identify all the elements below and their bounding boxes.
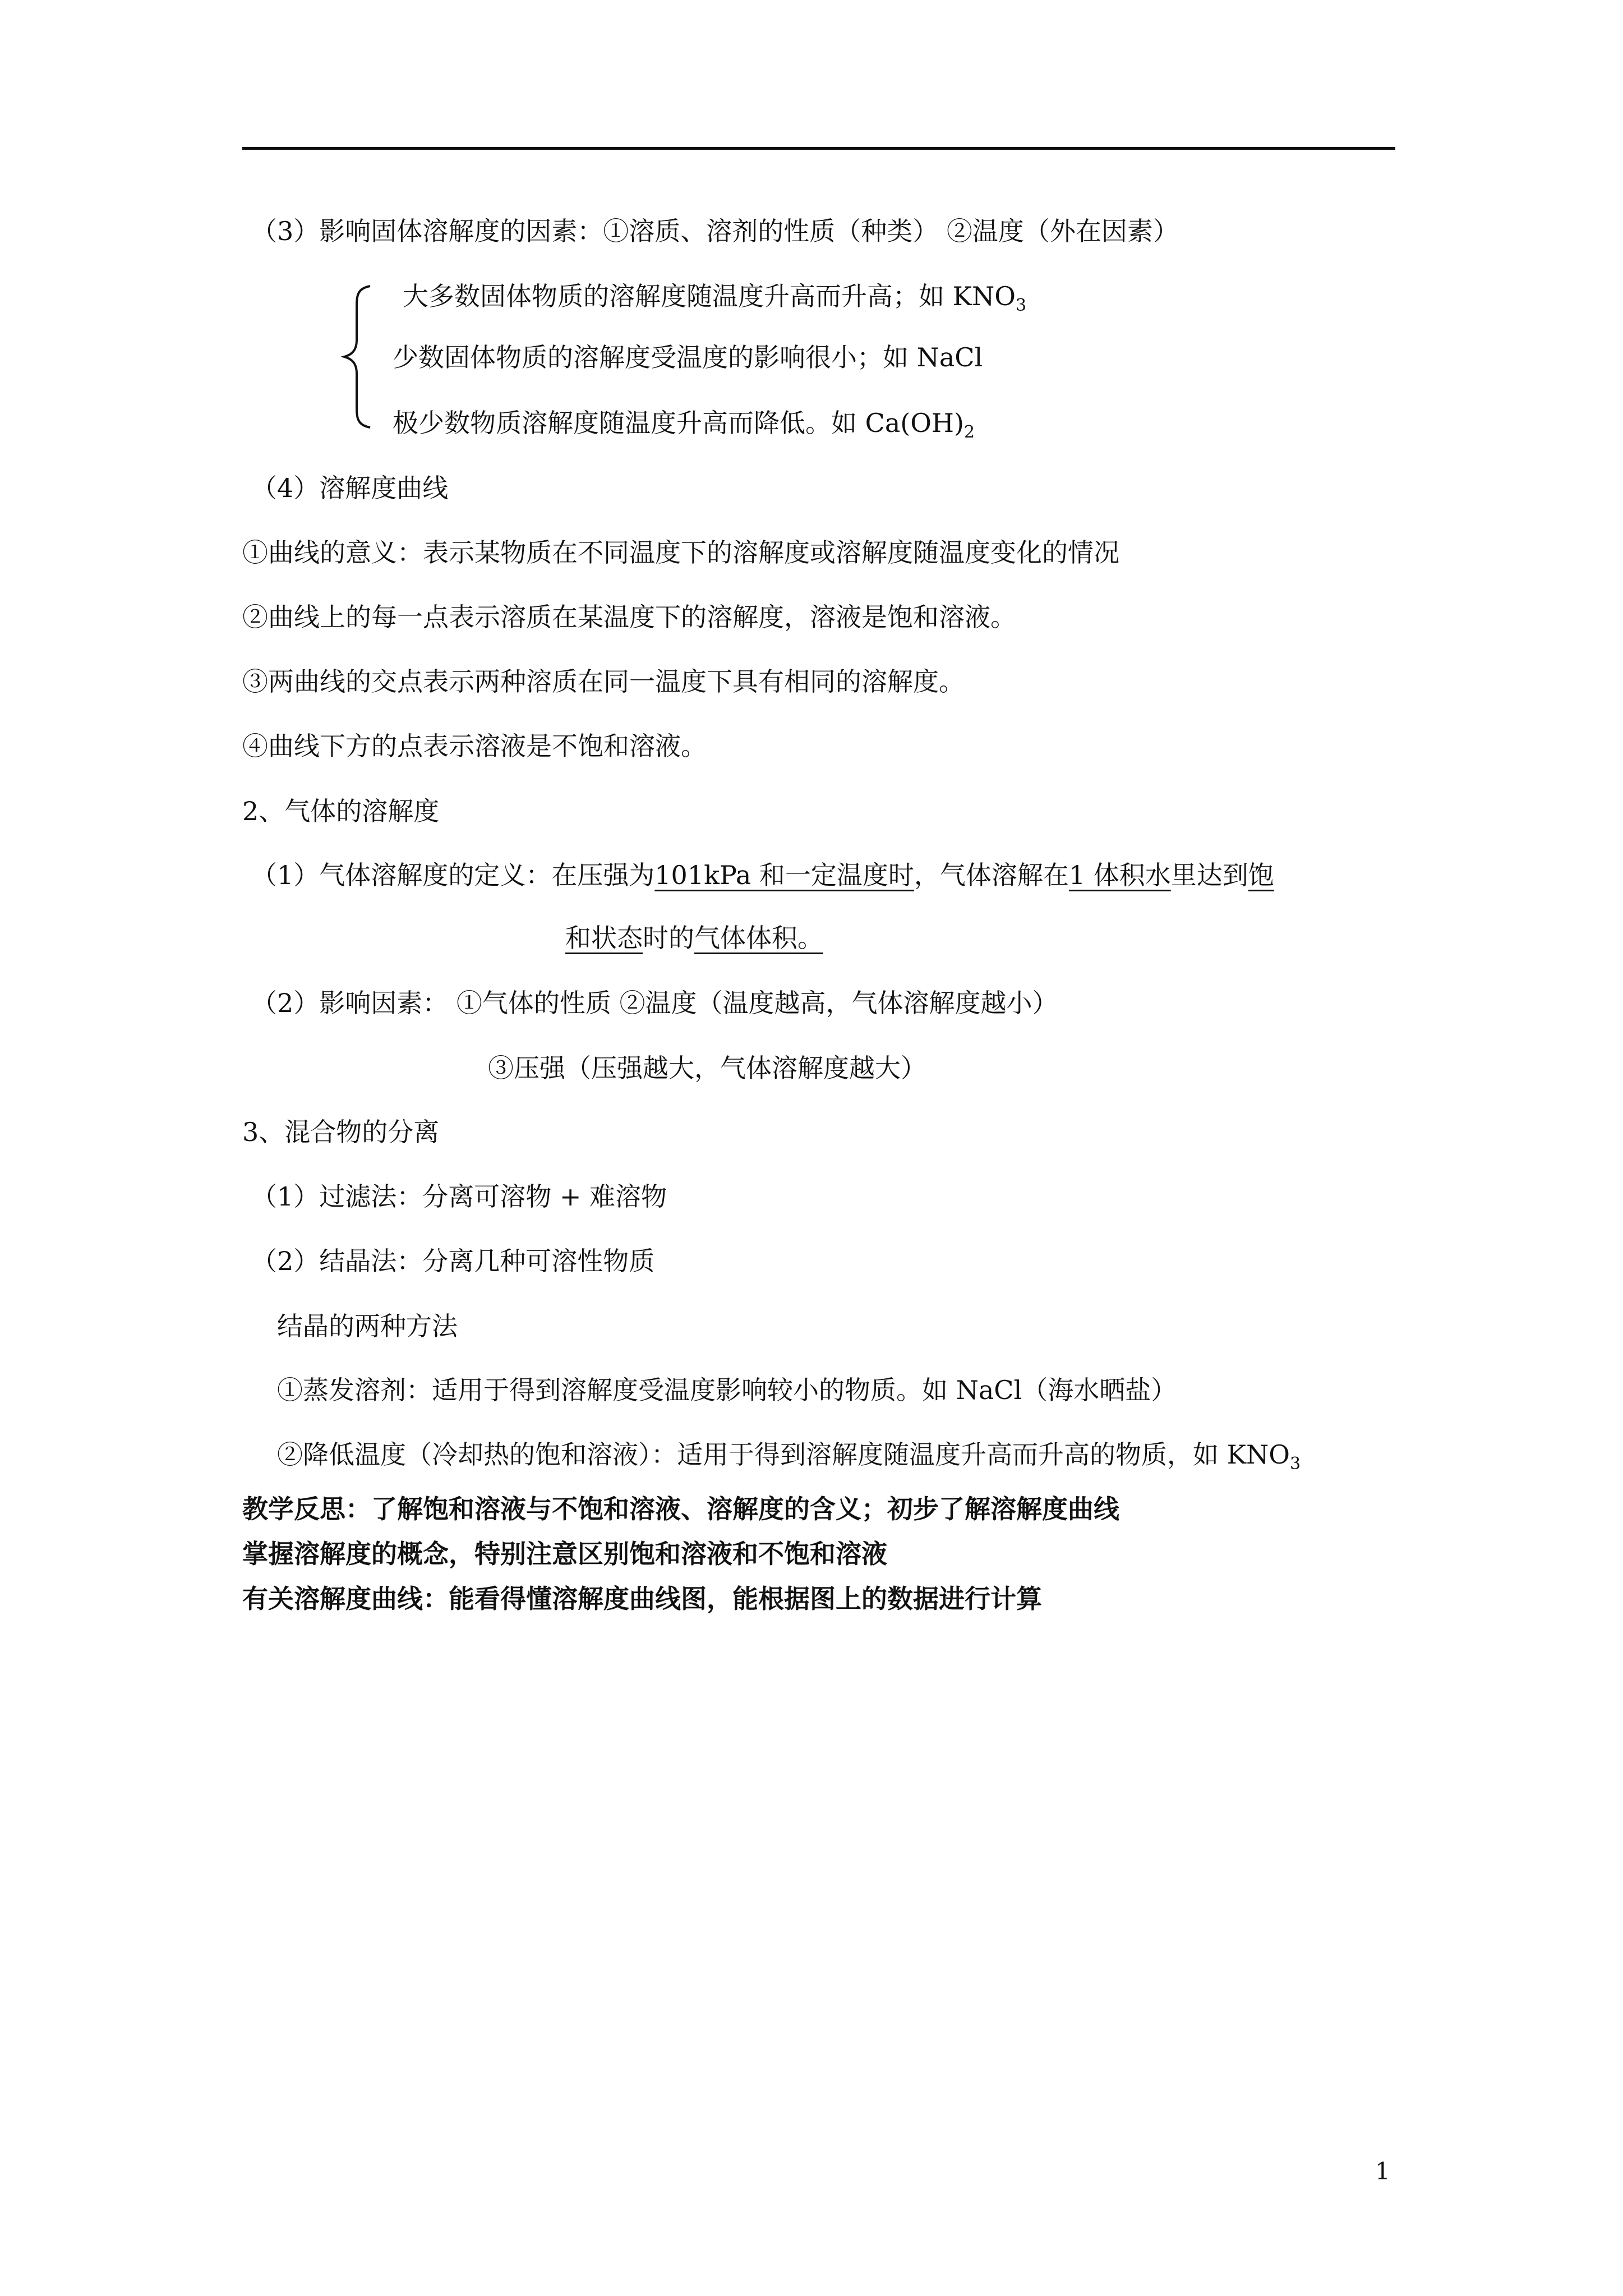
crystallization-method: （2）结晶法：分离几种可溶性物质 — [251, 1246, 655, 1276]
page-number: 1 — [1375, 2157, 1390, 2185]
reflection-line-3: 有关溶解度曲线：能看得懂溶解度曲线图，能根据图上的数据进行计算 — [242, 1584, 1042, 1614]
crystallization-two-methods: 结晶的两种方法 — [277, 1311, 458, 1341]
filtration-method: （1）过滤法：分离可溶物 + 难溶物 — [251, 1181, 667, 1212]
reflection-line-2: 掌握溶解度的概念，特别注意区别饱和溶液和不饱和溶液 — [242, 1539, 887, 1569]
curve-point-1: ①曲线的意义：表示某物质在不同温度下的溶解度或溶解度随温度变化的情况 — [242, 537, 1119, 568]
cooling-method: ②降低温度（冷却热的饱和溶液）：适用于得到溶解度随温度升高而升高的物质，如 $KNO_3$ — [277, 1439, 1301, 1474]
solubility-curve-heading: （4）溶解度曲线 — [251, 473, 449, 503]
gas-solubility-definition-cont: 和状态时的气体体积。 — [565, 923, 823, 953]
header-rule — [242, 147, 1395, 150]
gas-factors: （2）影响因素： ①气体的性质 ②温度（温度越高，气体溶解度越小） — [251, 988, 1058, 1018]
evaporation-method: ①蒸发溶剂：适用于得到溶解度受温度影响较小的物质。如 NaCl（海水晒盐） — [277, 1375, 1177, 1405]
curve-point-2: ②曲线上的每一点表示溶质在某温度下的溶解度，溶液是饱和溶液。 — [242, 602, 1016, 632]
curve-point-3: ③两曲线的交点表示两种溶质在同一温度下具有相同的溶解度。 — [242, 666, 965, 697]
mixture-separation-heading: 3、混合物的分离 — [242, 1117, 440, 1147]
gas-factors-pressure: ③压强（压强越大，气体溶解度越大） — [488, 1053, 926, 1083]
left-brace — [341, 284, 375, 430]
brace-item-rare: 极少数物质溶解度随温度升高而降低。如 $Ca(OH)_2$ — [393, 408, 975, 442]
factors-solid-solubility: （3）影响固体溶解度的因素：①溶质、溶剂的性质（种类） ②温度（外在因素） — [251, 216, 1179, 246]
brace-item-few: 少数固体物质的溶解度受温度的影响很小；如 NaCl — [393, 342, 983, 372]
reflection-line-1: 教学反思：了解饱和溶液与不饱和溶液、溶解度的含义；初步了解溶解度曲线 — [242, 1494, 1119, 1524]
curve-point-4: ④曲线下方的点表示溶液是不饱和溶液。 — [242, 731, 707, 761]
gas-solubility-heading: 2、气体的溶解度 — [242, 796, 440, 826]
brace-item-most: 大多数固体物质的溶解度随温度升高而升高；如 $KNO_3$ — [403, 281, 1027, 315]
gas-solubility-definition: （1）气体溶解度的定义：在压强为101kPa 和一定温度时，气体溶解在1 体积水里达到饱 — [251, 860, 1274, 890]
